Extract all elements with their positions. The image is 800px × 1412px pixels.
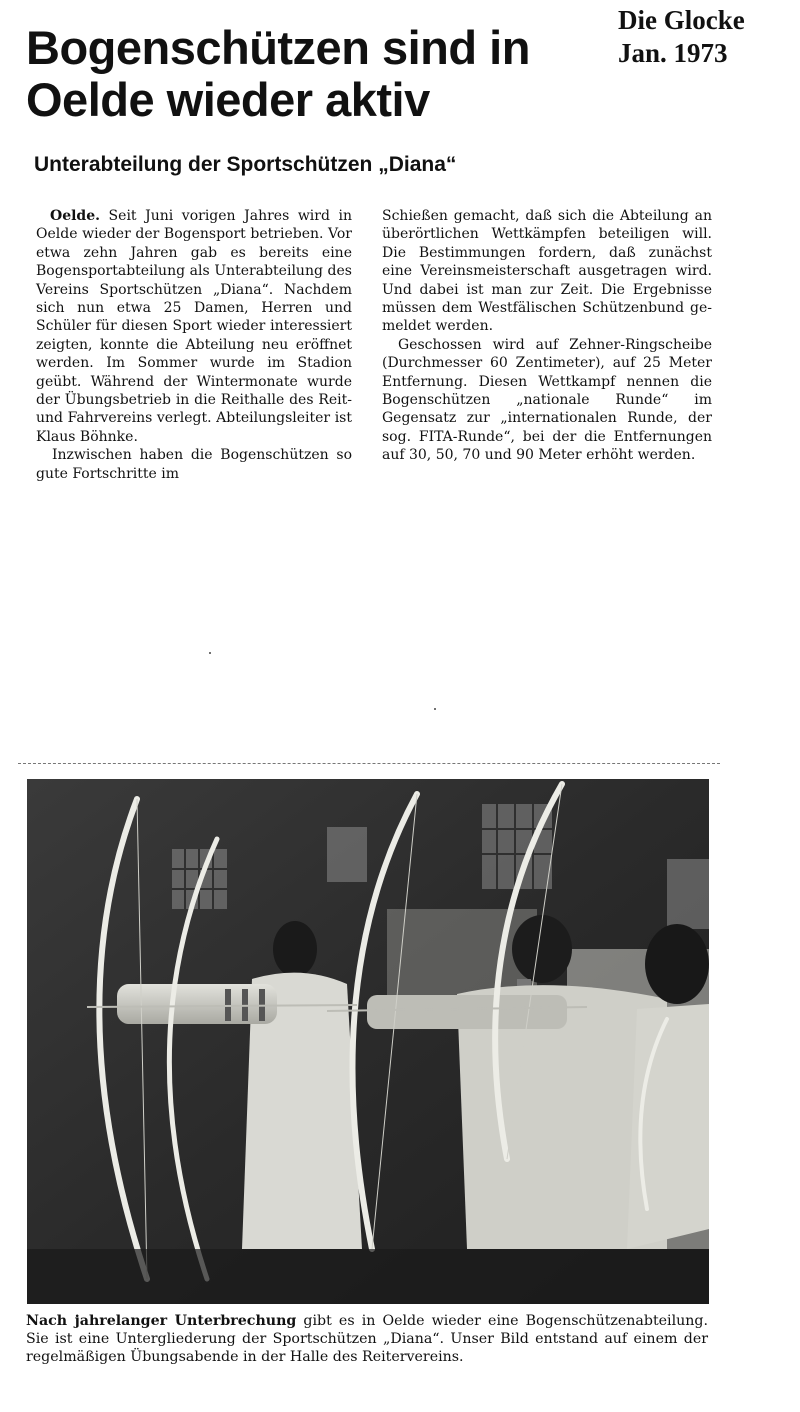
article-paragraph: Geschossen wird auf Zehner-Ringscheibe (Durchmesser 60 Zentimeter), auf 25 Meter Entfernung. Diesen Wettkampf nennen die Bogenschützen „nationale Runde“ im Gegensatz zur „internationalen Runde, der sog. FITA-Runde“, bei der die Entfernungen auf 30, 50, 70 und 90 Meter erhöht werden. xyxy=(382,336,712,464)
dateline: Oelde. xyxy=(50,208,100,224)
section-divider xyxy=(18,763,720,764)
photo-caption xyxy=(26,1312,708,1367)
source-label xyxy=(618,4,788,70)
print-speck xyxy=(434,708,436,710)
subheadline: Unterabteilung der Sportschützen „Diana“ xyxy=(34,153,457,176)
archery-photo-illustration xyxy=(27,779,709,1304)
paragraph-text: Seit Juni vorigen Jahres wird in Oelde wieder der Bogensport betrieben. Vor etwa zehn Jahren gab es bereits eine Bogensportabteilung als Unterabteilung des Vereins Sportschützen „Diana“. Nachdem sich nun etwa 25 Damen, Herren und Schüler für diesen Sport wieder interessiert zeigten, konnte die Abteilung neu eröffnet werden. Im Sommer wurde im Stadion geübt. Während der Wintermonate wurde der Übungsbetrieb in die Reithalle des Reit- und Fahrvereins verlegt. Abteilungsleiter ist Klaus Böhnke. xyxy=(36,208,352,445)
print-speck xyxy=(209,652,211,654)
article-paragraph xyxy=(36,207,352,446)
caption-text: gibt es in Oelde wieder eine Bogenschützenabteilung. Sie ist eine Untergliederung der Sportschützen „Diana“. Unser Bild entstand auf einem der regelmäßigen Übungsabende in der Halle des Reitervereins. xyxy=(26,1313,709,1366)
caption-lead: Nach jahrelanger Unterbrechung xyxy=(26,1313,297,1329)
archery-photo xyxy=(27,779,709,1304)
headline-line-2: Oelde wieder aktiv xyxy=(26,73,430,126)
headline-line-1: Bogenschützen sind in xyxy=(26,21,530,74)
publication-date: Jan. 1973 xyxy=(618,38,728,68)
article-paragraph: Inzwischen haben die Bogenschützen so gute Fortschritte im xyxy=(36,447,352,482)
article-paragraph: Schießen gemacht, daß sich die Abteilung an überörtlichen Wettkämpfen beteiligen will. Die Bestimmungen fordern, daß zunächst eine Vereinsmeisterschaft ausgetragen wird. Und dabei ist man zur Zeit. Die Ergebnisse müssen dem Westfälischen Schützenbund gemeldet werden. xyxy=(382,208,712,335)
publication-name: Die Glocke xyxy=(618,5,745,35)
article-column-1 xyxy=(36,207,352,483)
headline xyxy=(26,22,616,126)
article-column-2 xyxy=(382,207,712,465)
